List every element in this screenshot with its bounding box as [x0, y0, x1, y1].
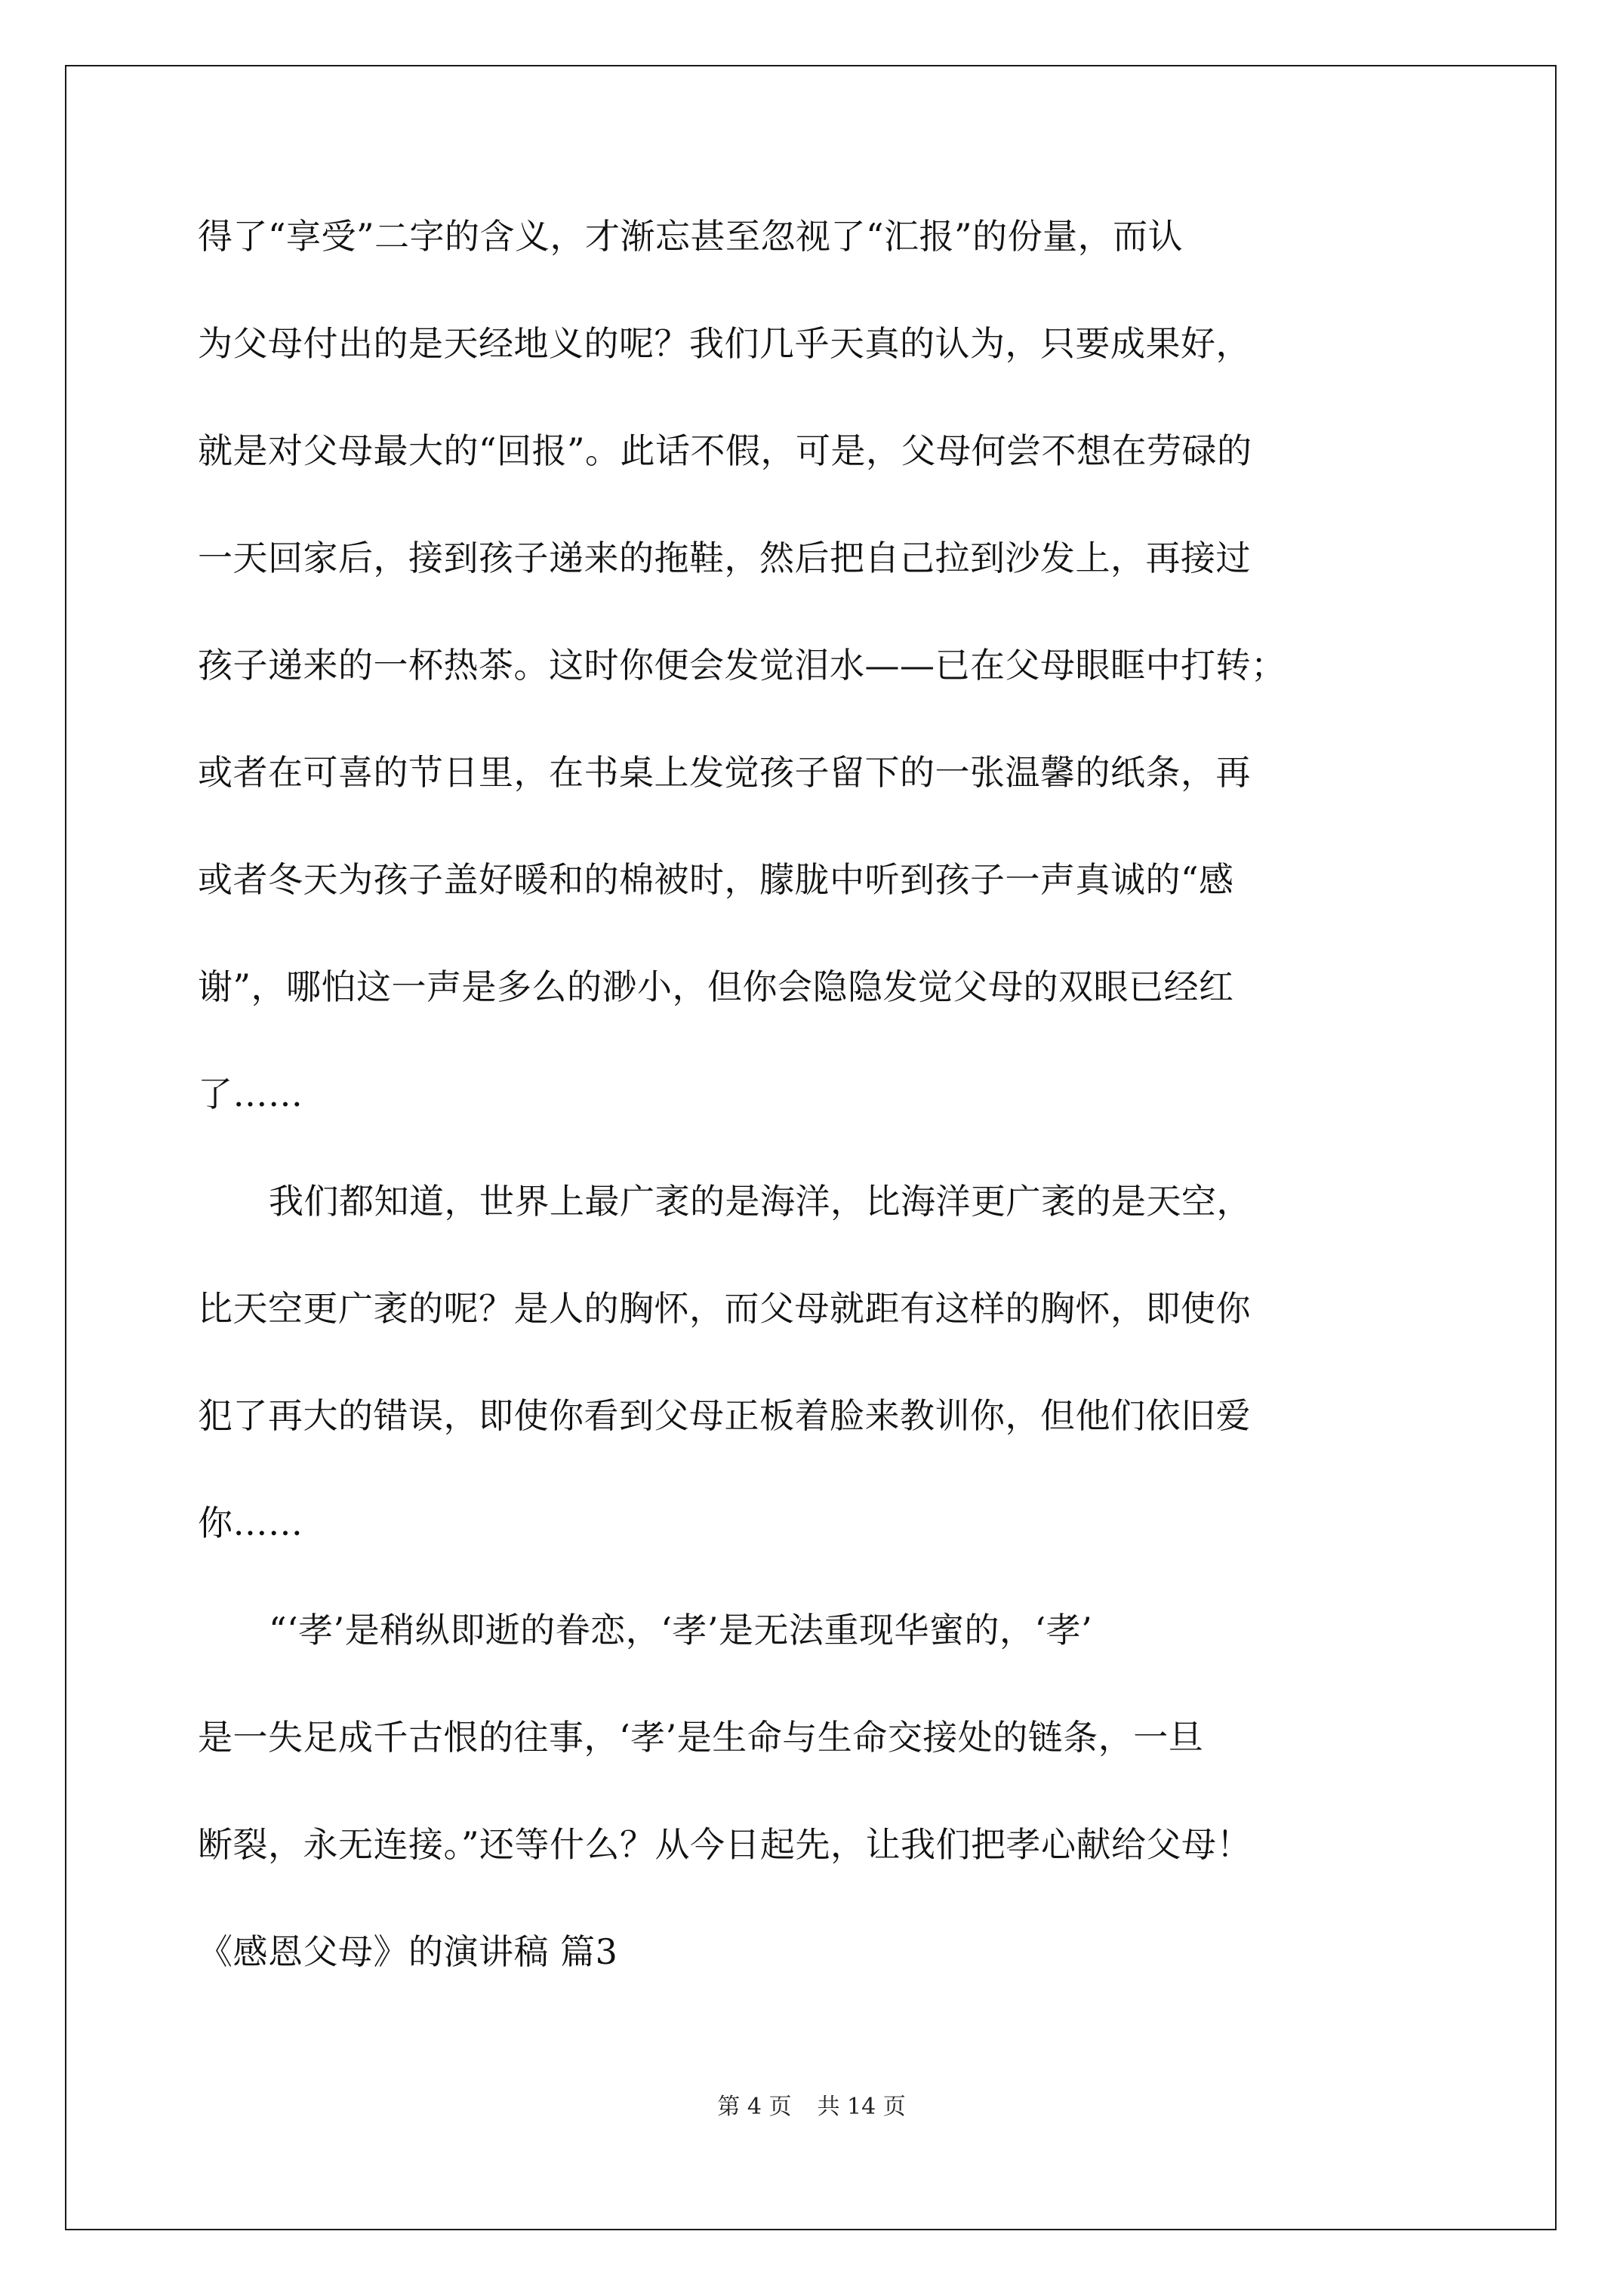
text-line: 一天回家后，接到孩子递来的拖鞋，然后把自己拉到沙发上，再接过	[198, 538, 1251, 578]
page-total: 共 14 页	[817, 2094, 906, 2120]
text-line: 或者在可喜的节日里，在书桌上发觉孩子留下的一张温馨的纸条，再	[198, 752, 1251, 793]
page-number: 第 4 页	[717, 2094, 792, 2120]
text-line: 为父母付出的是天经地义的呢？我们几乎天真的认为，只要成果好，	[198, 323, 1251, 364]
text-line: 或者冬天为孩子盖好暖和的棉被时，朦胧中听到孩子一声真诚的“感	[198, 859, 1234, 900]
section-heading: 《感恩父母》的演讲稿 篇3	[198, 1931, 618, 1972]
text-line: 了……	[198, 1074, 303, 1114]
text-line: 就是对父母最大的“回报”。此话不假，可是，父母何尝不想在劳碌的	[198, 430, 1252, 471]
text-line: 得了“享受”二字的含义，才渐忘甚至忽视了“汇报”的份量，而认	[198, 216, 1184, 257]
text-line: 断裂，永无连接。”还等什么？从今日起先，让我们把孝心献给父母！	[198, 1824, 1252, 1865]
text-line: 你……	[198, 1502, 303, 1543]
paragraph-start-line: 我们都知道，世界上最广袤的是海洋，比海洋更广袤的是天空，	[269, 1181, 1252, 1222]
page-footer	[0, 2096, 1623, 2119]
paragraph-start-line: “‘孝’是稍纵即逝的眷恋，‘孝’是无法重现华蜜的，‘孝’	[269, 1610, 1093, 1650]
text-line: 是一失足成千古恨的往事，‘孝’是生命与生命交接处的链条，一旦	[198, 1717, 1204, 1758]
document-body	[198, 216, 1451, 1972]
text-line: 谢”，哪怕这一声是多么的渺小，但你会隐隐发觉父母的双眼已经红	[198, 966, 1234, 1007]
text-line: 比天空更广袤的呢？是人的胸怀，而父母就距有这样的胸怀，即使你	[198, 1288, 1251, 1329]
text-line: 孩子递来的一杯热茶。这时你便会发觉泪水——已在父母眼眶中打转；	[198, 645, 1286, 686]
text-line: 犯了再大的错误，即使你看到父母正板着脸来教训你，但他们依旧爱	[198, 1395, 1251, 1436]
